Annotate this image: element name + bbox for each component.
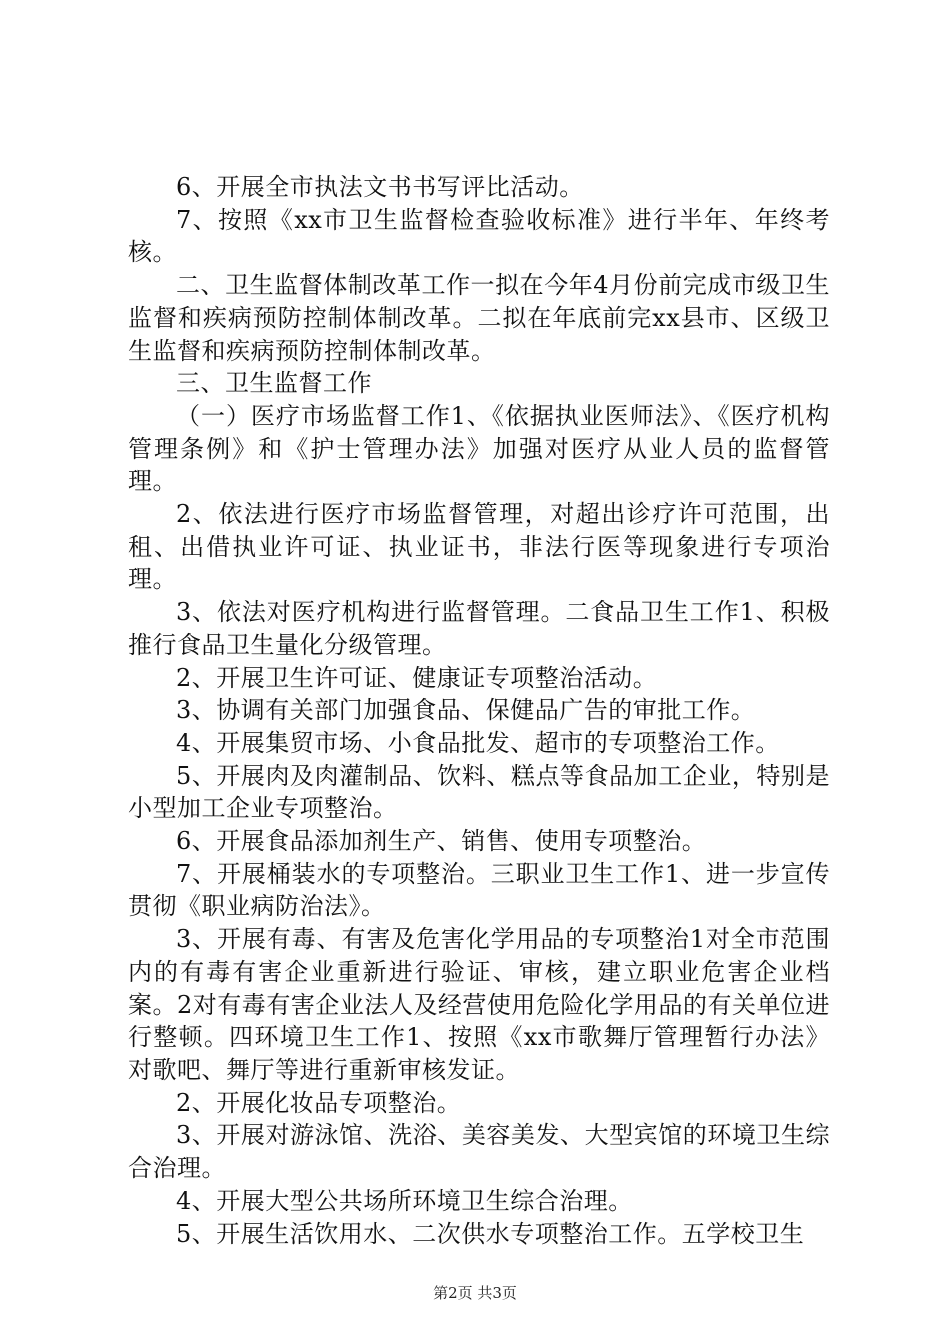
paragraph: 2、开展化妆品专项整治。 xyxy=(176,1088,462,1117)
page-number-footer: 第2页 共3页 xyxy=(433,1284,517,1302)
document-body xyxy=(128,171,830,1250)
section-heading: 三、卫生监督工作 xyxy=(176,369,372,398)
paragraph: 4、开展大型公共场所环境卫生综合治理。 xyxy=(176,1186,633,1215)
paragraph: 3、开展有毒、有害及危害化学用品的专项整治1对全市范围内的有毒有害企业重新进行验证、审核，建立职业危害企业档案。2对有毒有害企业法人及经营使用危险化学用品的有关单位进行整顿。四环境卫生工作1、按照《xx市歌舞厅管理暂行办法》对歌吧、舞厅等进行重新审核发证。 xyxy=(128,925,830,1084)
paragraph: 7、开展桶装水的专项整治。三职业卫生工作1、进一步宣传贯彻《职业病防治法》。 xyxy=(128,859,830,921)
paragraph: 2、依法进行医疗市场监督管理，对超出诊疗许可范围，出租、出借执业许可证、执业证书，非法行医等现象进行专项治理。 xyxy=(128,500,830,594)
paragraph: 5、开展肉及肉灌制品、饮料、糕点等食品加工企业，特别是小型加工企业专项整治。 xyxy=(128,761,830,823)
paragraph: 6、开展全市执法文书书写评比活动。 xyxy=(176,173,584,201)
paragraph: 3、开展对游泳馆、洗浴、美容美发、大型宾馆的环境卫生综合治理。 xyxy=(128,1121,830,1183)
paragraph: 4、开展集贸市场、小食品批发、超市的专项整治工作。 xyxy=(176,728,780,757)
paragraph: 二、卫生监督体制改革工作一拟在今年4月份前完成市级卫生监督和疾病预防控制体制改革。二拟在年底前完xx县市、区级卫生监督和疾病预防控制体制改革。 xyxy=(128,271,830,365)
paragraph: （一）医疗市场监督工作1、《依据执业医师法》、《医疗机构管理条例》和《护士管理办法》加强对医疗从业人员的监督管理。 xyxy=(128,401,830,496)
paragraph: 3、协调有关部门加强食品、保健品广告的审批工作。 xyxy=(176,696,756,725)
paragraph: 3、依法对医疗机构进行监督管理。二食品卫生工作1、积极推行食品卫生量化分级管理。 xyxy=(128,598,830,659)
paragraph: 5、开展生活饮用水、二次供水专项整治工作。五学校卫生 xyxy=(176,1219,805,1248)
paragraph: 2、开展卫生许可证、健康证专项整治活动。 xyxy=(176,663,658,692)
paragraph: 7、按照《xx市卫生监督检查验收标准》进行半年、年终考核。 xyxy=(128,205,830,267)
paragraph: 6、开展食品添加剂生产、销售、使用专项整治。 xyxy=(176,827,707,856)
